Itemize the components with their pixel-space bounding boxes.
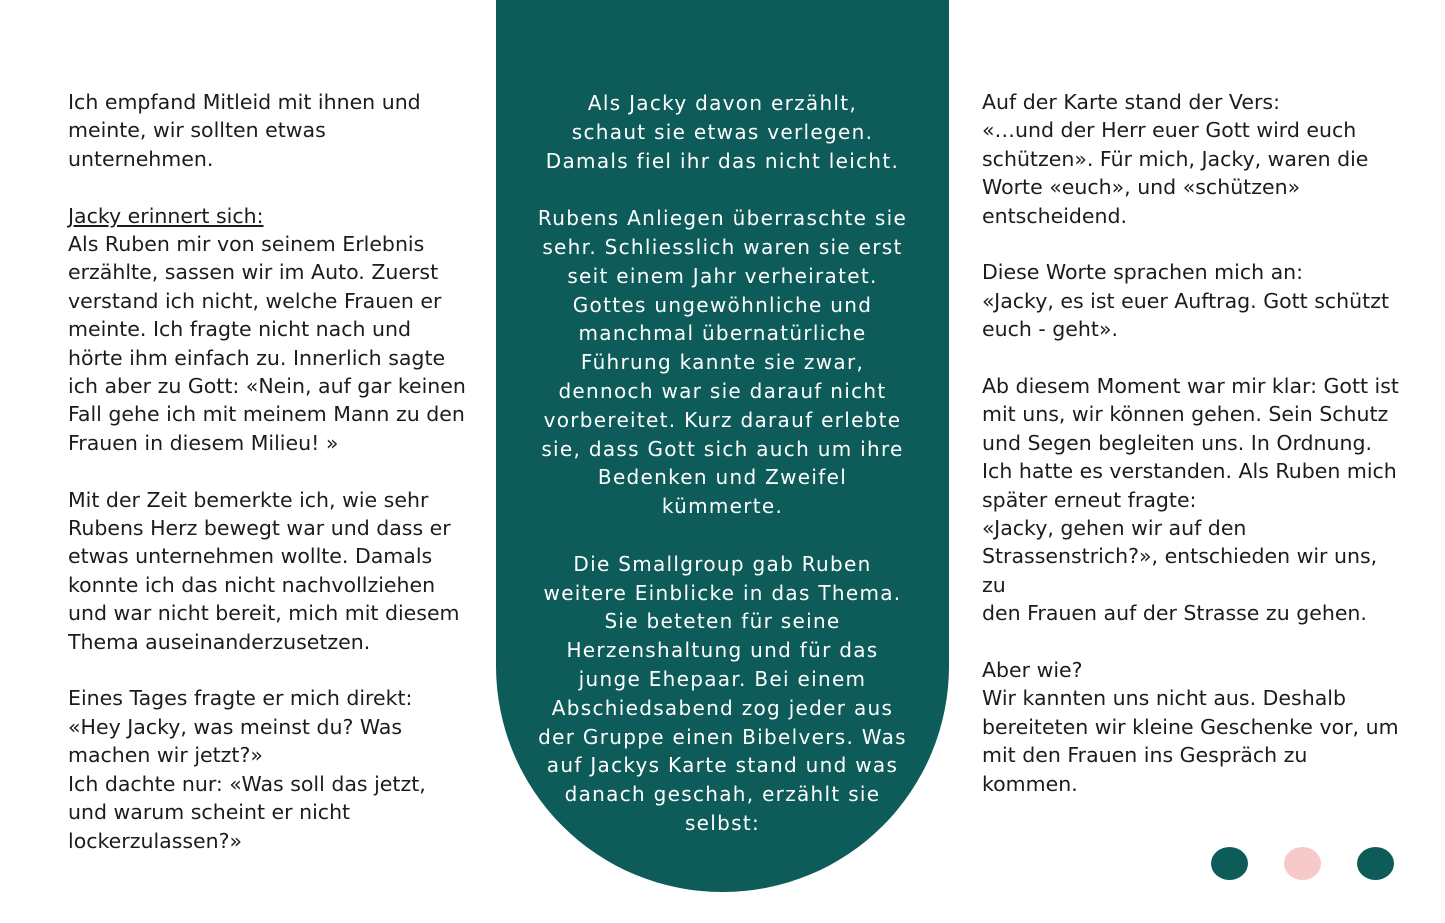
text-line: Mit der Zeit bemerkte ich, wie sehr xyxy=(68,487,429,512)
text-line: und warum scheint er nicht xyxy=(68,800,351,825)
decor-dot-teal-2 xyxy=(1357,847,1394,880)
text-line: Diese Worte sprachen mich an: xyxy=(982,260,1304,285)
text-line: Ich empfand Mitleid mit ihnen und xyxy=(68,90,421,114)
text-line: «Hey Jacky, was meinst du? Was xyxy=(68,714,403,739)
text-line: etwas unternehmen wollte. Damals xyxy=(68,544,433,569)
text-line: konnte ich das nicht nachvollziehen xyxy=(68,572,436,597)
text-line: der Gruppe einen Bibelvers. Was xyxy=(538,724,907,749)
text-line: Rubens Anliegen überraschte sie xyxy=(537,206,908,231)
text-line: Abschiedsabend zog jeder aus xyxy=(551,695,894,720)
text-line: Ich dachte nur: «Was soll das jetzt, xyxy=(68,771,426,796)
text-line: Sie beteten für seine xyxy=(604,609,841,634)
text-line: «Jacky, gehen wir auf den xyxy=(982,516,1247,541)
text-line: ich aber zu Gott: «Nein, auf gar keinen xyxy=(68,374,466,399)
text-line: unternehmen. xyxy=(68,146,214,171)
text-line: meinte. Ich fragte nicht nach und xyxy=(68,317,412,342)
text-line: manchmal übernatürliche xyxy=(578,321,867,346)
text-line: Führung kannte sie zwar, xyxy=(580,350,865,375)
center-paragraph-2 xyxy=(520,204,925,521)
text-line: «Jacky, es ist euer Auftrag. Gott schützt xyxy=(982,288,1390,313)
right-paragraph-2 xyxy=(982,258,1402,343)
text-line: mit uns, wir können gehen. Sein Schutz xyxy=(982,402,1389,427)
text-line: Damals fiel ihr das nicht leicht. xyxy=(545,148,900,173)
text-line: vorbereitet. Kurz darauf erlebte xyxy=(543,407,902,432)
text-line: hörte ihm einfach zu. Innerlich sagte xyxy=(68,345,446,370)
text-line: Strassenstrich?», entschieden wir uns, zu xyxy=(982,544,1378,597)
right-paragraph-3 xyxy=(982,372,1402,628)
text-line: Bedenken und Zweifel xyxy=(597,465,848,490)
text-line: Fall gehe ich mit meinem Mann zu den xyxy=(68,402,465,427)
left-paragraph-3 xyxy=(68,486,468,656)
center-paragraph-1 xyxy=(520,89,925,175)
text-line: auf Jackys Karte stand und was xyxy=(546,753,899,778)
text-line: Ab diesem Moment war mir klar: Gott ist xyxy=(982,374,1399,399)
text-line: kümmerte. xyxy=(661,494,784,519)
right-paragraph-1 xyxy=(982,88,1402,230)
text-line: meinte, wir sollten etwas xyxy=(68,118,326,143)
text-line: machen wir jetzt?» xyxy=(68,743,263,768)
text-line: verstand ich nicht, welche Frauen er xyxy=(68,288,442,313)
right-column xyxy=(982,88,1402,827)
text-line: den Frauen auf der Strasse zu gehen. xyxy=(982,601,1367,626)
text-line: Rubens Herz bewegt war und dass er xyxy=(68,516,451,541)
text-line: sie, dass Gott sich auch um ihre xyxy=(541,436,904,461)
text-line: dennoch war sie darauf nicht xyxy=(558,378,887,403)
text-line: junge Ehepaar. Bei einem xyxy=(578,666,867,691)
text-line: schützen». Für mich, Jacky, waren die xyxy=(982,146,1369,171)
text-line: Frauen in diesem Milieu! » xyxy=(68,430,339,455)
text-line: lockerzulassen?» xyxy=(68,828,243,853)
text-line: später erneut fragte: xyxy=(982,487,1197,512)
text-line: kommen. xyxy=(982,771,1078,796)
text-line: entscheidend. xyxy=(982,203,1128,228)
text-line: Als Jacky davon erzählt, xyxy=(587,91,858,115)
text-line: Worte «euch», und «schützen» xyxy=(982,175,1301,200)
left-column xyxy=(68,88,468,883)
text-line: euch - geht». xyxy=(982,317,1119,342)
text-line: Herzenshaltung und für das xyxy=(566,638,879,663)
section-heading: Jacky erinnert sich: xyxy=(68,203,264,228)
left-paragraph-1 xyxy=(68,88,468,173)
text-line: Eines Tages fragte er mich direkt: xyxy=(68,686,413,711)
center-paragraph-3 xyxy=(520,550,925,838)
text-line: und Segen begleiten uns. In Ordnung. xyxy=(982,430,1373,455)
decor-dot-teal-1 xyxy=(1211,847,1248,880)
text-line: schaut sie etwas verlegen. xyxy=(571,119,874,144)
left-paragraph-2 xyxy=(68,202,468,458)
text-line: Gottes ungewöhnliche und xyxy=(572,292,873,317)
text-line: und war nicht bereit, mich mit diesem xyxy=(68,601,460,626)
text-line: mit den Frauen ins Gespräch zu xyxy=(982,743,1308,768)
left-paragraph-4 xyxy=(68,684,468,854)
text-line: «…und der Herr euer Gott wird euch xyxy=(982,118,1357,143)
decor-dot-pink xyxy=(1284,847,1321,880)
text-line: seit einem Jahr verheiratet. xyxy=(567,263,878,288)
text-line: Die Smallgroup gab Ruben xyxy=(573,551,872,576)
text-line: Auf der Karte stand der Vers: xyxy=(982,90,1280,114)
text-line: selbst: xyxy=(684,810,761,835)
text-line: erzählte, sassen wir im Auto. Zuerst xyxy=(68,260,439,285)
text-line: weitere Einblicke in das Thema. xyxy=(543,580,902,605)
center-column xyxy=(520,89,925,867)
right-paragraph-4 xyxy=(982,656,1402,798)
text-line: Aber wie? xyxy=(982,658,1083,683)
text-line: Thema auseinanderzusetzen. xyxy=(68,629,371,654)
text-line: Ich hatte es verstanden. Als Ruben mich xyxy=(982,459,1397,484)
text-line: Wir kannten uns nicht aus. Deshalb xyxy=(982,686,1346,711)
text-line: Als Ruben mir von seinem Erlebnis xyxy=(68,232,425,257)
text-line: sehr. Schliesslich waren sie erst xyxy=(542,234,903,259)
text-line: bereiteten wir kleine Geschenke vor, um xyxy=(982,714,1399,739)
text-line: danach geschah, erzählt sie xyxy=(564,782,881,807)
